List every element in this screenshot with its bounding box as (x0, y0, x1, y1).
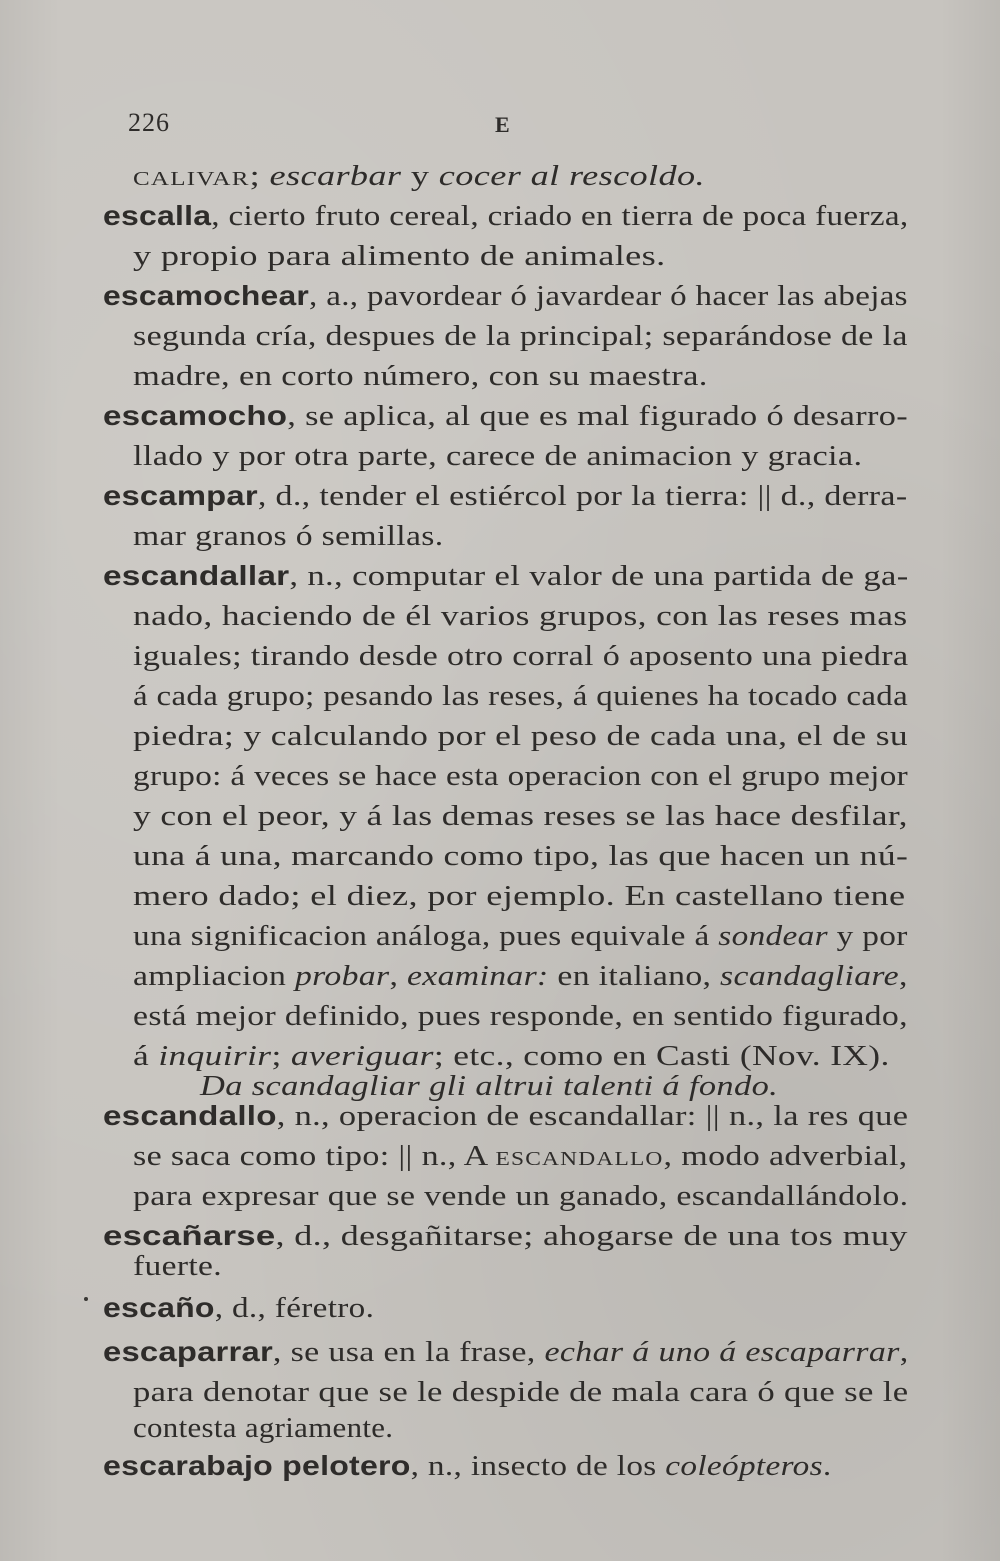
body-text: iguales; tirando desde otro corral ó aposento una piedra (133, 640, 909, 672)
text-line (103, 1098, 908, 1134)
headword: escandallo (103, 1100, 277, 1131)
body-text: piedra; y calculando por el peso de cada una, el de su (133, 720, 909, 752)
text-line (133, 838, 908, 874)
text-line (133, 638, 908, 674)
text-line (133, 798, 908, 834)
body-text: . (822, 1450, 832, 1482)
text-line (133, 1248, 222, 1284)
body-text: , n., insecto de los (410, 1450, 666, 1482)
text-line (133, 518, 443, 554)
italic-text: sondear (718, 920, 828, 952)
small-caps-text: escandallo (495, 1140, 664, 1172)
text-line (133, 158, 705, 194)
body-text: á cada grupo; pesando las reses, á quienes ha tocado cada (133, 680, 909, 712)
text-line (103, 398, 908, 434)
body-text: ampliacion (133, 960, 295, 992)
text-line (103, 1334, 909, 1370)
body-text: , d., féretro. (214, 1292, 375, 1324)
body-text: y por (827, 920, 908, 952)
headword: escalla (103, 200, 212, 231)
text-line (133, 1374, 908, 1410)
body-text: para denotar que se le despide de mala cara ó que se le (133, 1376, 909, 1408)
body-text: ; (271, 1040, 291, 1072)
body-text: ; (249, 160, 270, 192)
body-text: mar granos ó semillas. (133, 520, 444, 552)
headword: escarabajo pelotero (103, 1450, 411, 1481)
italic-text: echar á uno á escaparrar (544, 1336, 900, 1368)
body-text: fuerte. (133, 1250, 222, 1282)
body-text: , cierto fruto cereal, criado en tierra de poca fuerza, (211, 200, 909, 232)
body-text: nado, haciendo de él varios grupos, con las reses mas (133, 600, 908, 632)
text-line (103, 1218, 908, 1254)
italic-text: averiguar (290, 1040, 434, 1072)
text-line (133, 598, 908, 634)
text-line (103, 198, 909, 234)
italic-text: scandagliare (720, 960, 899, 992)
italic-text: probar (294, 960, 390, 992)
italic-text: inquirir (158, 1040, 272, 1072)
body-text: segunda cría, despues de la principal; separándose de la (133, 320, 908, 352)
body-text: , d., tender el estiércol por la tierra: || d., derra- (257, 480, 908, 512)
body-text: está mejor definido, pues responde, en sentido figurado, (133, 1000, 908, 1032)
text-line (133, 958, 908, 994)
italic-text: coleópteros (665, 1450, 823, 1482)
headword: escamochear (103, 280, 310, 311)
body-text: grupo: á veces se hace esta operacion con el grupo mejor (133, 760, 909, 792)
headword: escaparrar (103, 1336, 273, 1367)
stray-ink-mark (84, 1297, 88, 1301)
text-line (133, 998, 908, 1034)
body-text: una á una, marcando como tipo, las que hacen un nú- (133, 840, 909, 872)
text-line (133, 718, 908, 754)
body-text: madre, en corto número, con su maestra. (133, 360, 708, 392)
text-line (133, 918, 908, 954)
text-line (133, 1178, 908, 1214)
body-text: , modo adverbial, (663, 1140, 908, 1172)
body-text: se saca como tipo: || n., A (133, 1140, 496, 1172)
body-text: , a., pavordear ó javardear ó hacer las abejas (309, 280, 908, 312)
italic-text: cocer al rescoldo. (438, 160, 705, 192)
body-text: para expresar que se vende un ganado, escandallándolo. (133, 1180, 909, 1212)
body-text: y con el peor, y á las demas reses se las hace desfilar, (133, 800, 908, 832)
running-head: E (495, 112, 510, 137)
text-line (103, 478, 908, 514)
text-line (133, 318, 908, 354)
body-text: , (389, 960, 407, 992)
page-header (128, 108, 928, 148)
body-text: , d., desgañitarse; ahogarse de una tos muy (275, 1220, 908, 1252)
text-line (103, 278, 908, 314)
text-line (133, 358, 708, 394)
text-line (103, 1448, 832, 1484)
body-text: , se usa en la frase, (272, 1336, 545, 1368)
body-text: una significacion análoga, pues equivale á (133, 920, 719, 952)
body-text: , (899, 1336, 909, 1368)
body-text: , n., operacion de escandallar: || n., la res que (276, 1100, 909, 1132)
headword: escamocho (103, 400, 288, 431)
body-text: ; etc., como en Casti (Nov. IX). (433, 1040, 890, 1072)
text-line (133, 1138, 907, 1174)
headword: escandallar (103, 560, 290, 591)
body-text: á (133, 1040, 159, 1072)
body-text: , se aplica, al que es mal figurado ó desarro- (287, 400, 908, 432)
body-text: en italiano, (548, 960, 721, 992)
text-line (133, 678, 908, 714)
text-line (103, 1290, 374, 1326)
text-line (103, 558, 909, 594)
headword: escaño (103, 1292, 215, 1323)
body-text: , n., computar el valor de una partida de ga- (289, 560, 909, 592)
body-text: y (401, 160, 439, 192)
italic-text: Da scandagliar gli altrui talenti á fondo. (200, 1070, 779, 1102)
text-line (133, 758, 908, 794)
body-text: contesta agriamente. (133, 1412, 394, 1444)
body-text: y propio para alimento de animales. (133, 240, 666, 272)
body-text: llado y por otra parte, carece de animacion y gracia. (133, 440, 863, 472)
italic-text: examinar: (406, 960, 549, 992)
headword: escampar (103, 480, 258, 511)
italic-text: escarbar (269, 160, 402, 192)
page-number: 226 (128, 108, 170, 137)
body-text: , (898, 960, 908, 992)
small-caps-text: calivar (133, 160, 250, 192)
text-line (133, 1410, 393, 1446)
body-text: mero dado; el diez, por ejemplo. En castellano tiene (133, 880, 906, 912)
headword: escañarse (103, 1220, 276, 1251)
text-line (133, 878, 905, 914)
text-line (133, 438, 862, 474)
text-line (133, 238, 666, 274)
